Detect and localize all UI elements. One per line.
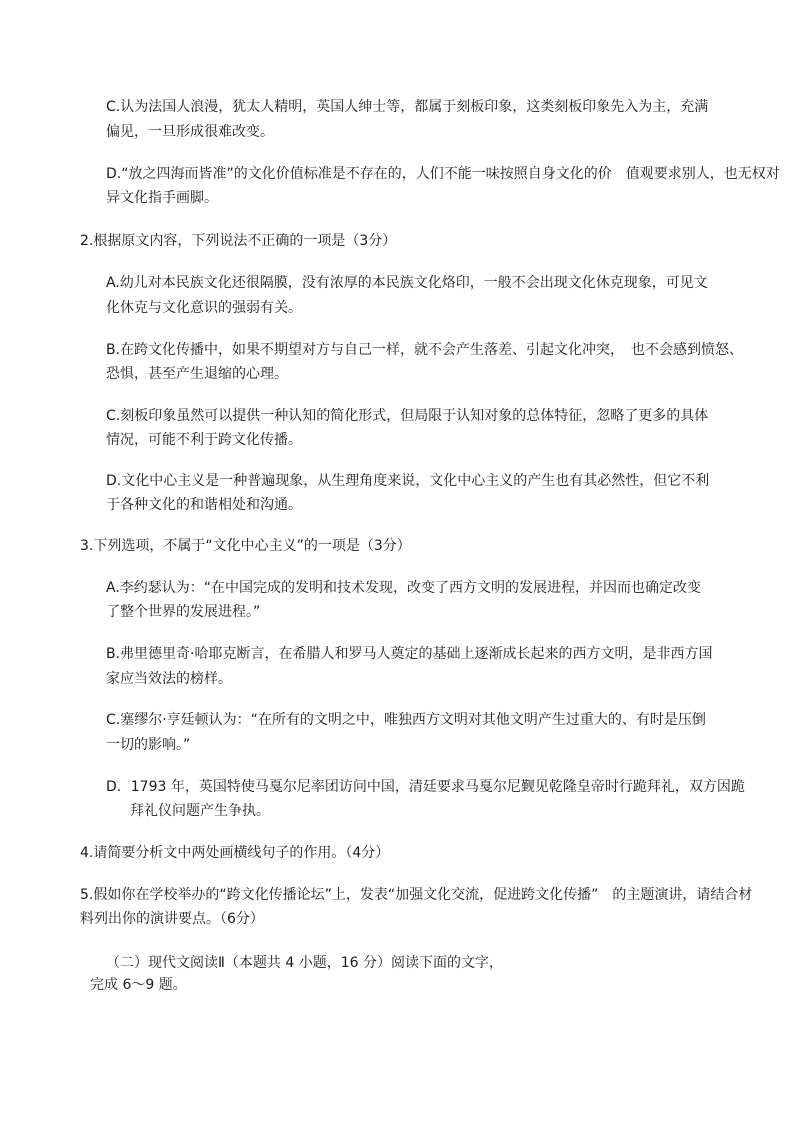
option-line: D.文化中心主义是一种普遍现象，从生理角度来说，文化中心主义的产生也有其必然性，但它不利	[106, 473, 710, 489]
option-line: A.幼儿对本民族文化还很隔膜，没有浓厚的本民族文化烙印，一般不会出现文化休克现象，可见文	[106, 275, 708, 291]
question-4-stem: 4.请简要分析文中两处画横线句子的作用。（4分）	[80, 845, 390, 861]
option-line: 异文化指手画脚。	[106, 190, 218, 206]
option-line: 情况，可能不利于跨文化传播。	[106, 432, 302, 448]
option-line: D．1793 年，英国特使马戛尔尼率团访问中国，清廷要求马戛尔尼觐见乾隆皇帝时行跪拜礼，双方因跪	[106, 779, 745, 795]
question-2-stem: 2.根据原文内容，下列说法不正确的一项是（3分）	[80, 233, 397, 249]
question-5-line: 料列出你的演讲要点。（6分）	[80, 911, 264, 927]
option-line: B.在跨文化传播中，如果不期望对方与自己一样，就不会产生落差、引起文化冲突， 也不会感到愤怒、	[106, 342, 744, 358]
option-line: 于各种文化的和谐相处和沟通。	[106, 497, 302, 513]
question-5-line: 5.假如你在学校举办的“跨文化传播论坛”上，发表“加强文化交流，促进跨文化传播” 的主题演讲，请结合材	[80, 887, 753, 903]
section-heading-line: （二）现代文阅读Ⅱ（本题共 4 小题，16 分）阅读下面的文字，	[106, 955, 503, 971]
option-line: D.“放之四海而皆准”的文化价值标准是不存在的，人们不能一味按照自身文化的价 值观要求别人，也无权对	[106, 166, 780, 182]
option-line: 了整个世界的发展进程。”	[106, 604, 261, 620]
option-line: 家应当效法的榜样。	[106, 671, 232, 687]
option-line: 拜礼仪问题产生争执。	[130, 803, 270, 819]
option-line: A.李约瑟认为：“在中国完成的发明和技术发现，改变了西方文明的发展进程，并因而也确定改变	[106, 580, 702, 596]
question-3-stem: 3.下列选项，不属于“文化中心主义”的一项是（3分）	[80, 538, 411, 554]
section-heading-line: 完成 6～9 题。	[90, 977, 187, 993]
option-line: B.弗里德里奇·哈耶克断言，在希腊人和罗马人奠定的基础上逐渐成长起来的西方文明，是非西方国	[106, 646, 713, 662]
option-line: C.认为法国人浪漫，犹太人精明，英国人绅士等，都属于刻板印象，这类刻板印象先入为主，充满	[106, 99, 709, 115]
option-line: 一切的影响。”	[106, 737, 191, 753]
option-line: C.刻板印象虽然可以提供一种认知的简化形式，但局限于认知对象的总体特征，忽略了更多的具体	[106, 408, 709, 424]
option-line: 化休克与文化意识的强弱有关。	[106, 300, 302, 316]
option-line: C.塞缪尔·亨廷顿认为：“在所有的文明之中，唯独西方文明对其他文明产生过重大的、有时是压倒	[106, 712, 706, 728]
option-line: 恐惧，甚至产生退缩的心理。	[106, 366, 288, 382]
option-line: 偏见，一旦形成很难改变。	[106, 124, 274, 140]
